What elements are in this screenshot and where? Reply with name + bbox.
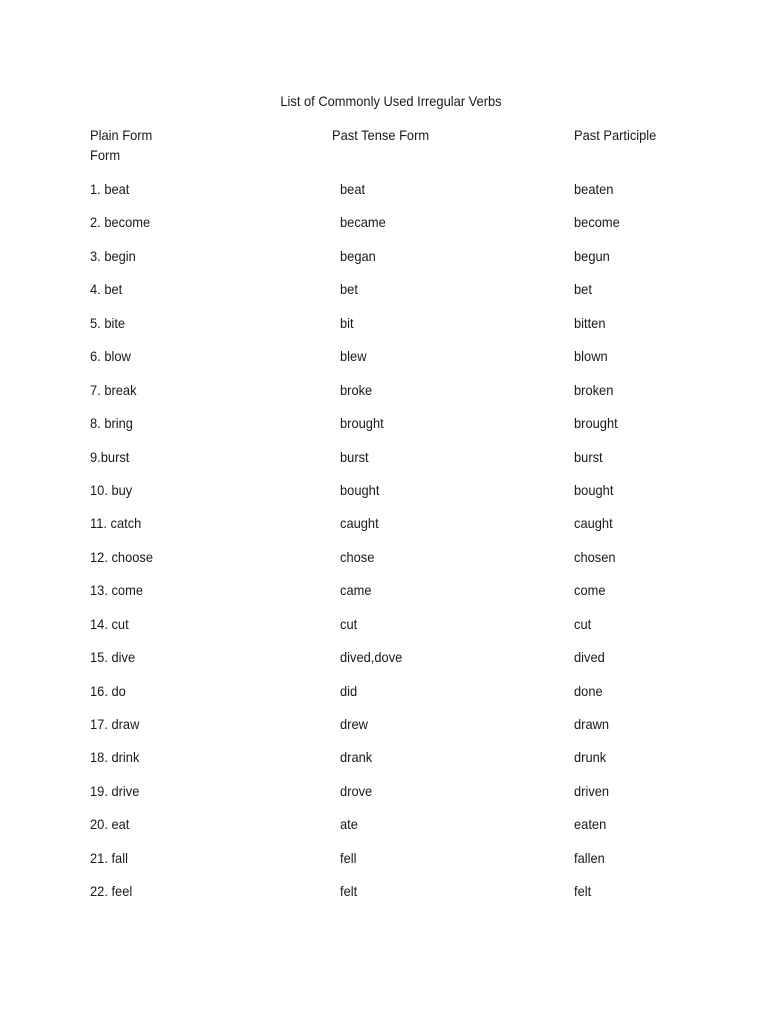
verb-row (0, 180, 768, 213)
plain-form-cell: 17. draw (90, 716, 140, 732)
column-header-past-participle: Past Participle (574, 127, 657, 143)
plain-form-cell: 16. do (90, 682, 126, 699)
plain-form-cell: 9.burst (90, 448, 130, 465)
plain-form-cell: 18. drink (90, 749, 140, 766)
past-tense-cell: drank (340, 749, 373, 766)
column-header-plain-form-line1: Plain Form (90, 127, 153, 143)
past-participle-cell: drawn (574, 716, 610, 732)
past-tense-cell: fell (340, 849, 357, 866)
past-participle-cell: dived (574, 649, 605, 666)
plain-form-cell: 22. feel (90, 883, 133, 900)
past-participle-cell: broken (574, 381, 614, 398)
past-participle-cell: brought (574, 415, 618, 432)
past-tense-cell: drove (340, 782, 373, 799)
past-participle-cell: burst (574, 448, 603, 465)
verb-row (0, 213, 768, 246)
past-tense-cell: became (340, 214, 386, 231)
column-header-plain-form-line2: Form (90, 147, 121, 163)
past-participle-cell: come (574, 582, 606, 599)
past-tense-cell: beat (340, 181, 366, 197)
verb-row (0, 581, 768, 614)
plain-form-cell: 5. bite (90, 314, 126, 331)
verb-row (0, 414, 768, 447)
plain-form-cell: 8. bring (90, 415, 133, 432)
verb-row (0, 448, 768, 481)
plain-form-cell: 14. cut (90, 615, 129, 632)
plain-form-cell: 2. become (90, 214, 151, 231)
verb-list (0, 180, 768, 916)
verb-row (0, 347, 768, 380)
plain-form-cell: 7. break (90, 381, 137, 398)
verb-row (0, 514, 768, 547)
past-tense-cell: began (340, 247, 376, 264)
past-participle-cell: become (574, 214, 620, 231)
past-tense-cell: drew (340, 716, 368, 732)
plain-form-cell: 6. blow (90, 348, 131, 365)
past-participle-cell: bet (574, 281, 592, 298)
verb-row (0, 748, 768, 781)
verb-row (0, 882, 768, 915)
verb-row (0, 381, 768, 414)
plain-form-cell: 15. dive (90, 649, 136, 666)
plain-form-cell: 10. buy (90, 481, 133, 498)
column-header-plain-form (90, 125, 152, 165)
past-participle-cell: beaten (574, 181, 614, 197)
verb-row (0, 815, 768, 848)
past-participle-cell: cut (574, 615, 592, 632)
past-participle-cell: blown (574, 348, 608, 365)
past-participle-cell: chosen (574, 548, 616, 565)
plain-form-cell: 1. beat (90, 181, 130, 197)
past-participle-cell: drunk (574, 749, 607, 766)
past-tense-cell: came (340, 582, 372, 599)
plain-form-cell: 4. bet (90, 281, 123, 298)
past-participle-cell: caught (574, 515, 613, 532)
verb-row (0, 849, 768, 882)
past-participle-cell: done (574, 682, 603, 699)
plain-form-cell: 11. catch (90, 515, 142, 532)
past-tense-cell: dived,dove (340, 649, 403, 666)
verb-row (0, 782, 768, 815)
verb-row (0, 314, 768, 347)
past-participle-cell: driven (574, 782, 610, 799)
past-tense-cell: bought (340, 481, 380, 498)
column-header-past-tense: Past Tense Form (332, 127, 430, 143)
past-tense-cell: chose (340, 548, 375, 565)
past-participle-cell: eaten (574, 816, 607, 833)
past-tense-cell: brought (340, 415, 384, 432)
plain-form-cell: 21. fall (90, 849, 128, 866)
past-participle-cell: begun (574, 247, 610, 264)
verb-row (0, 648, 768, 681)
past-tense-cell: blew (340, 348, 367, 365)
document-title: List of Commonly Used Irregular Verbs (280, 93, 502, 109)
plain-form-cell: 3. begin (90, 247, 136, 264)
plain-form-cell: 13. come (90, 582, 143, 599)
verb-row (0, 280, 768, 313)
past-tense-cell: broke (340, 381, 373, 398)
past-tense-cell: ate (340, 816, 358, 833)
verb-row (0, 615, 768, 648)
plain-form-cell: 20. eat (90, 816, 130, 833)
past-tense-cell: bit (340, 314, 354, 331)
past-tense-cell: caught (340, 515, 379, 532)
plain-form-cell: 12. choose (90, 548, 154, 565)
verb-row (0, 247, 768, 280)
verb-row (0, 548, 768, 581)
past-tense-cell: bet (340, 281, 358, 298)
past-tense-cell: cut (340, 615, 358, 632)
verb-row (0, 715, 768, 748)
past-participle-cell: bought (574, 481, 614, 498)
verb-row (0, 481, 768, 514)
past-participle-cell: bitten (574, 314, 606, 331)
past-participle-cell: fallen (574, 849, 605, 866)
past-participle-cell: felt (574, 883, 592, 900)
past-tense-cell: did (340, 682, 358, 699)
past-tense-cell: burst (340, 448, 369, 465)
verb-row (0, 682, 768, 715)
plain-form-cell: 19. drive (90, 782, 140, 799)
past-tense-cell: felt (340, 883, 358, 900)
